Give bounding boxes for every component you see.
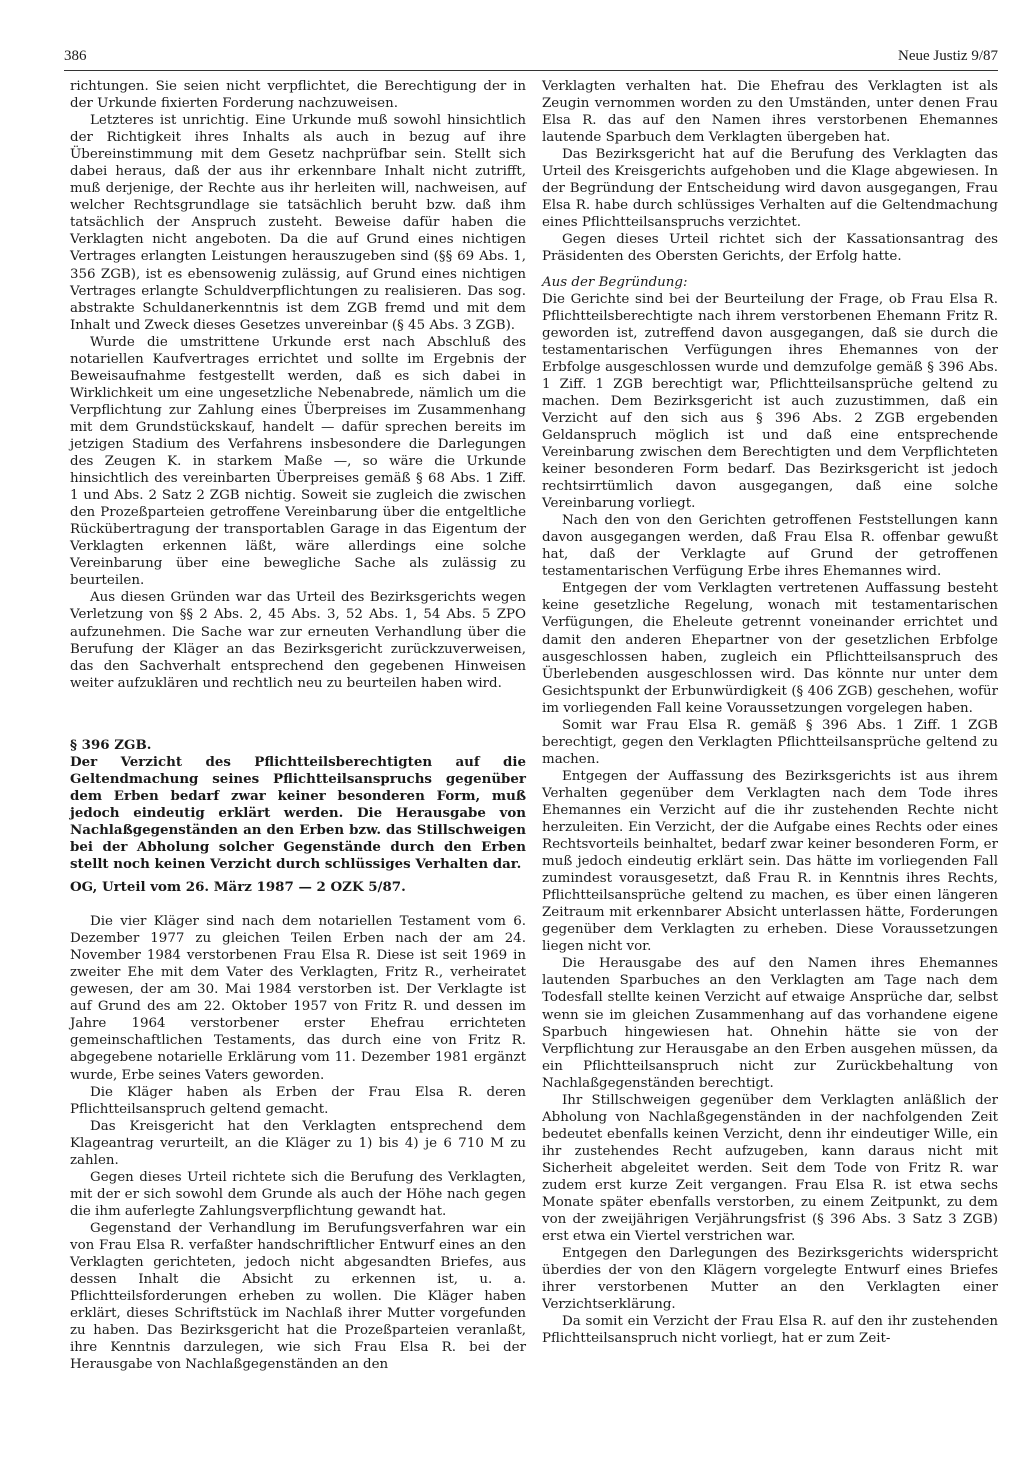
paragraph: Gegen dieses Urteil richtete sich die Berufung des Verklagten, mit der er sich sowohl dem Grunde als auch der Höhe nach gegen die ihm auferlegte Zahlungsverpflichtung gewandt hat. <box>70 1169 526 1219</box>
paragraph: Gegen dieses Urteil richtet sich der Kassationsantrag des Präsidenten des Obersten Gerichts, der Erfolg hatte. <box>542 232 998 265</box>
journal-page <box>64 38 998 1448</box>
decision-citation: OG, Urteil vom 26. März 1987 — 2 OZK 5/87. <box>70 879 406 896</box>
paragraph: Die Gerichte sind bei der Beurteilung der Frage, ob Frau Elsa R. Pflichtteilsberechtigte nach ihrem verstorbenen Ehemann Fritz R. geworden ist, zutreffend davon ausgegangen, daß sie durch die testamentarischen Verfügungen ihres Ehemannes von der Erbfolge ausgeschlossen wurde und demzufolge gemäß § 396 Abs. 1 Ziff. 1 ZGB berechtigt war, Pflichtteilsansprüche geltend zu machen. Dem Bezirksgericht ist auch zuzustimmen, daß ein Verzicht auf den sich aus § 396 Abs. 2 ZGB ergebenden Geldanspruch möglich ist und daß eine entsprechende Vereinbarung zwischen dem Berechtigten und dem Verpflichteten keiner besonderen Form bedarf. Das Bezirksgericht ist jedoch rechtsirrtümlich davon ausgegangen, daß eine solche Vereinbarung vorliegt. <box>542 291 998 512</box>
paragraph: Gegenstand der Verhandlung im Berufungsverfahren war ein von Frau Elsa R. verfaßter handschriftlicher Entwurf eines an den Verklagten gerichteten, jedoch nicht abgesandten Briefes, aus dessen Inhalt die Absicht zu erkennen ist, u. a. Pflichtteilsforderungen erheben zu wollen. Die Kläger haben erklärt, dieses Schriftstück im Nachlaß ihrer Mutter vorgefunden zu haben. Das Bezirksgericht hat die Prozeßparteien veranlaßt, ihre Kenntnis darzulegen, wie sich Frau Elsa R. bei der Herausgabe von Nachlaßgegenständen an den <box>70 1220 526 1373</box>
page-number: 386 <box>64 48 87 64</box>
paragraph: Da somit ein Verzicht der Frau Elsa R. auf den ihr zustehenden Pflichtteilsanspruch nicht vorliegt, hat er zum Zeit- <box>542 1314 998 1347</box>
paragraph: Ihr Stillschweigen gegenüber dem Verklagten anläßlich der Abholung von Nachlaßgegenständen in der nachfolgenden Zeit bedeutet ebenfalls keinen Verzicht, denn ihr eindeutiger Wille, ein ihr zustehendes Recht aufzugeben, kann daraus nicht mit Sicherheit abgeleitet werden. Seit dem Tode von Fritz R. war zudem erst kurze Zeit vergangen. Frau Elsa R. ist etwa sechs Monate später ebenfalls verstorben, zu einem Zeitpunkt, zu dem von der zweijährigen Verjährungsfrist (§ 396 Abs. 3 Satz 3 ZGB) erst etwa ein Viertel verstrichen war. <box>542 1092 998 1245</box>
section-gap <box>70 692 526 737</box>
right-column <box>542 78 998 1347</box>
section-gap <box>70 896 526 913</box>
subheading: Aus der Begründung: <box>542 274 688 290</box>
paragraph: Verklagten verhalten hat. Die Ehefrau des Verklagten ist als Zeugin vernommen worden zu den Umständen, unter denen Frau Elsa R. das auf den Namen ihres verstorbenen Ehemannes lautende Sparbuch dem Verklagten übergeben hat. <box>542 79 998 146</box>
paragraph: Letzteres ist unrichtig. Eine Urkunde muß sowohl hinsichtlich der Richtigkeit ihres Inhalts als auch in bezug auf ihre Übereinstimmung mit dem Gesetz nachprüfbar sein. Stellt sich dabei heraus, daß der aus ihr erkennbare Inhalt nicht zutrifft, muß derjenige, der Rechte aus ihr herleiten will, nachweisen, auf welcher Rechtsgrundlage sie tatsächlich beruht bzw. daß ihm tatsächlich der Anspruch zusteht. Beweise dafür haben die Verklagten nicht angeboten. Da die auf Grund eines nichtigen Vertrages erlangten Leistungen herauszugeben sind (§§ 69 Abs. 1, 356 ZGB), ist es ebensowenig zulässig, auf Grund eines nichtigen Vertrages erlangte Schuldverpflichtungen zu realisieren. Das sog. abstrakte Schuldanerkenntnis ist dem ZGB fremd und mit dem Inhalt und Zweck dieses Gesetzes unvereinbar (§ 45 Abs. 3 ZGB). <box>70 113 526 333</box>
paragraph: Somit war Frau Elsa R. gemäß § 396 Abs. 1 Ziff. 1 ZGB berechtigt, gegen den Verklagten Pflichtteilsansprüche geltend zu machen. <box>542 717 998 767</box>
headnote: Der Verzicht des Pflichtteilsberechtigten auf die Geltendmachung seines Pflichtteilsanspruchs gegenüber dem Erben bedarf zwar keiner besonderen Form, muß jedoch eindeutig erklärt werden. Die Herausgabe von Nachlaßgegenständen an den Erben bzw. das Stillschweigen bei der Abholung solcher Gegenstände durch den Erben stellt noch keinen Verzicht durch schlüssiges Verhalten dar. <box>70 753 526 873</box>
paragraph: Entgegen der vom Verklagten vertretenen Auffassung besteht keine gesetzliche Regelung, wonach mit testamentarischen Verfügungen, die Eheleute getrennt voneinander errichtet und damit den anderen Ehepartner von der gesetzlichen Erbfolge ausgeschlossen haben, zugleich ein Pflichtteilsanspruch des Überlebenden ausgeschlossen wird. Das könnte nur unter dem Gesichtspunkt der Erbunwürdigkeit (§ 406 ZGB) geschehen, wofür im vorliegenden Fall keine Voraussetzungen vorgelegen haben. <box>542 581 998 716</box>
paragraph: Nach den von den Gerichten getroffenen Feststellungen kann davon ausgegangen werden, daß Frau Elsa R. offenbar gewußt hat, daß der Verklagte auf Grund der getroffenen testamentarischen Verfügung Erbe ihres Ehemannes wird. <box>542 513 998 580</box>
law-reference: § 396 ZGB. <box>70 736 152 753</box>
paragraph: Die vier Kläger sind nach dem notariellen Testament vom 6. Dezember 1977 zu gleichen Teilen Erben nach der am 24. November 1984 verstorbenen Frau Elsa R. Diese ist seit 1969 in zweiter Ehe mit dem Vater des Verklagten, Fritz R., verheiratet gewesen, der am 30. Mai 1984 verstorben ist. Der Verklagte ist auf Grund des am 22. Oktober 1957 von Fritz R. und dessen im Jahre 1964 verstorbener erster Ehefrau errichteten gemeinschaftlichen Testaments, das durch eine von Fritz R. abgegebene notarielle Erklärung vom 11. Dezember 1981 ergänzt wurde, Erbe seines Vaters geworden. <box>70 914 526 1083</box>
paragraph: Die Kläger haben als Erben der Frau Elsa R. deren Pflichtteilsanspruch geltend gemacht. <box>70 1084 526 1117</box>
paragraph: Entgegen der Auffassung des Bezirksgerichts ist aus ihrem Verhalten gegenüber dem Verklagten nach dem Tode ihres Ehemannes ein Verzicht auf die ihr zustehenden Rechte nicht herzuleiten. Ein Verzicht, der die Aufgabe eines Rechts oder eines Rechtsvorteils beinhaltet, bedarf zwar keiner besonderen Form, er muß jedoch eindeutig erklärt sein. Das hätte im vorliegenden Fall zumindest vorausgesetzt, daß Frau R. in Kenntnis ihres Rechts, Pflichtteilsansprüche geltend zu machen, es über einen längeren Zeitraum mit erkennbarer Absicht unterlassen hätte, Forderungen gegenüber dem Verklagten zu erheben. Diese Voraussetzungen liegen nicht vor. <box>542 768 998 955</box>
paragraph: Das Bezirksgericht hat auf die Berufung des Verklagten das Urteil des Kreisgerichts aufgehoben und die Klage abgewiesen. In der Begründung der Entscheidung wird davon ausgegangen, Frau Elsa R. habe durch schlüssiges Verhalten auf die Geltendmachung eines Pflichtteilsanspruchs verzichtet. <box>542 147 998 231</box>
section-gap <box>542 266 998 274</box>
paragraph: Die Herausgabe des auf den Namen ihres Ehemannes lautenden Sparbuches an den Verklagten am Tage nach dem Todesfall stellte keinen Verzicht auf etwaige Ansprüche dar, selbst wenn sie im gleichen Zusammenhang auf das vorhandene eigene Sparbuch hingewiesen hat. Ohnehin hätte sie von der Verpflichtung zur Herausgabe an den Erben ausgehen müssen, da ein Pflichtteilsanspruch nicht zur Zurückbehaltung von Nachlaßgegenständen berechtigt. <box>542 956 998 1091</box>
paragraph: Aus diesen Gründen war das Urteil des Bezirksgerichts wegen Verletzung von §§ 2 Abs. 2, 45 Abs. 3, 52 Abs. 1, 54 Abs. 5 ZPO aufzunehmen. Die Sache war zur erneuten Verhandlung über die Berufung der Kläger an das Bezirksgericht zurückzuverweisen, das den Sachverhalt entsprechend den gegebenen Hinweisen weiter aufzuklären und rechtlich neu zu beurteilen haben wird. <box>70 590 526 691</box>
header-rule <box>64 70 998 71</box>
left-column <box>70 78 526 1373</box>
journal-title: Neue Justiz 9/87 <box>898 48 998 64</box>
paragraph: Wurde die umstrittene Urkunde erst nach Abschluß des notariellen Kaufvertrages errichtet und sollte im Ergebnis der Beweisaufnahme festgestellt werden, daß es sich dabei in Wirklichkeit um eine ungesetzliche Nebenabrede, nämlich um die Verpflichtung zur Zahlung eines Überpreises im Zusammenhang mit dem Grundstückskauf, handelt — dafür sprechen bereits im jetzigen Stadium des Verfahrens insbesondere die Darlegungen des Zeugen K. in starkem Maße —, so wäre die Urkunde hinsichtlich des vereinbarten Überpreises gemäß § 68 Abs. 1 Ziff. 1 und Abs. 2 Satz 2 ZGB nichtig. Soweit sie zugleich die zwischen den Prozeßparteien getroffene Vereinbarung über die entgeltliche Rückübertragung der transportablen Garage in das Eigentum der Verklagten erkennen läßt, wäre allerdings eine solche Vereinbarung über eine bewegliche Sache als zulässig zu beurteilen. <box>70 334 526 589</box>
paragraph: richtungen. Sie seien nicht verpflichtet, die Berechtigung der in der Urkunde fixierten Forderung nachzuweisen. <box>70 79 526 112</box>
paragraph: Entgegen den Darlegungen des Bezirksgerichts widerspricht überdies der von den Klägern vorgelegte Entwurf eines Briefes ihrer verstorbenen Mutter an den Verklagten einer Verzichtserklärung. <box>542 1246 998 1313</box>
paragraph: Das Kreisgericht hat den Verklagten entsprechend dem Klageantrag verurteilt, an die Kläger zu 1) bis 4) je 6 710 M zu zahlen. <box>70 1118 526 1168</box>
